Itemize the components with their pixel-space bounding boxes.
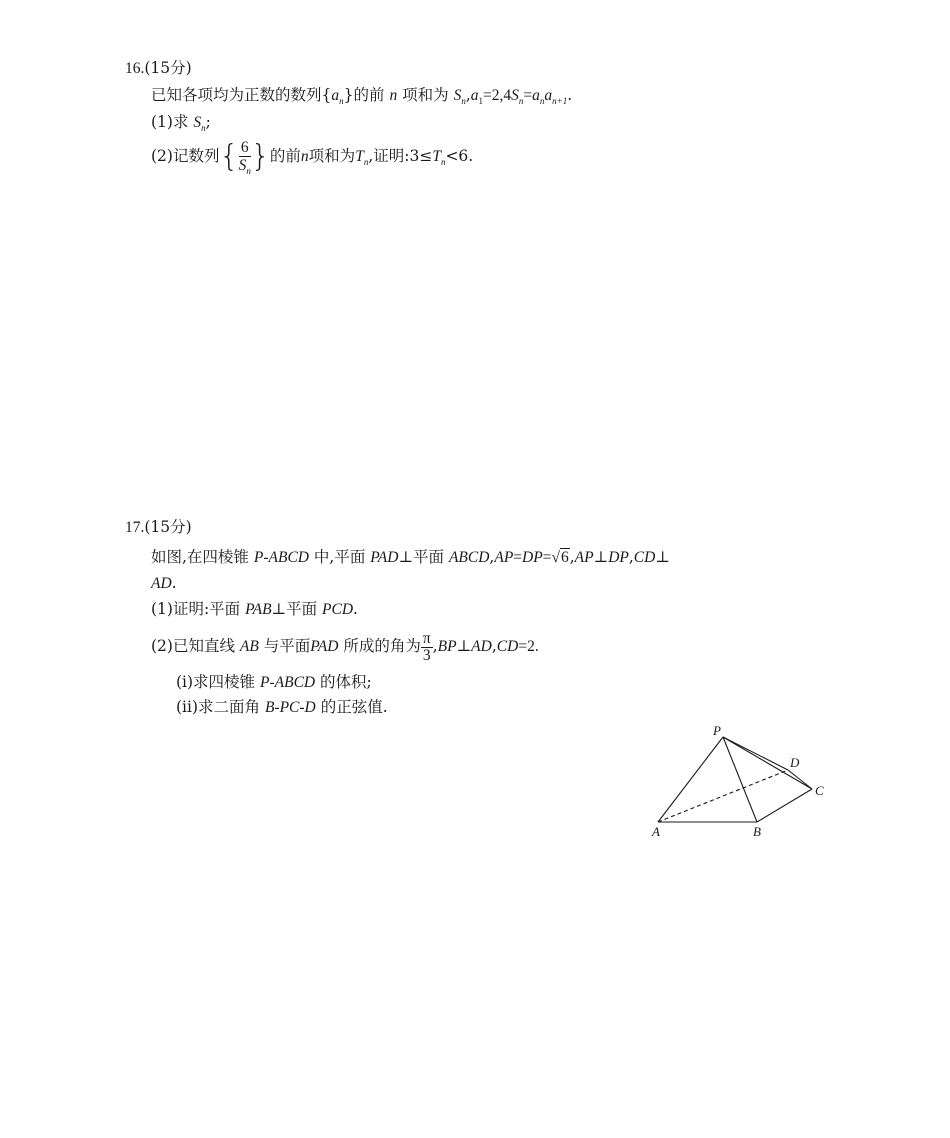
label-B: B xyxy=(753,824,761,839)
edge-DC xyxy=(788,770,812,789)
q16-stem: 已知各项均为正数的数列$\{a_n\}$的前 n 项和为 $S_n,a_1=2,4S_n=a_na_{n+1}$. xyxy=(151,86,573,107)
q17-part2: (2)已知直线 AB 与平面PAD 所成的角为 $\frac{\pi}{3}$ ,BP⊥AD,CD=2. xyxy=(151,629,539,664)
q16-part1: (1)求 $S_n$; xyxy=(151,113,211,134)
label-A: A xyxy=(652,824,660,839)
q17-stem-line2: AD. xyxy=(151,574,177,592)
q16-score: (15分) xyxy=(144,59,192,77)
sqrt-six: √6 xyxy=(551,549,569,566)
q17-stem-line1: 如图,在四棱锥 P-ABCD 中,平面 PAD⊥平面 ABCD,AP=DP=√6,AP⊥DP,CD⊥ xyxy=(151,548,670,566)
edge-PB xyxy=(723,737,757,822)
q17-sub1: (ⅰ)求四棱锥 P-ABCD 的体积; xyxy=(176,673,372,691)
q16-header xyxy=(125,58,192,79)
label-D: D xyxy=(790,755,800,770)
q16-part2: (2)记数列{ $\frac{6}{S_n}$ }的前n项和为$T_n$,证明$:3\le T_n<6$. xyxy=(151,139,474,177)
edge-BC xyxy=(757,789,812,822)
q17-header xyxy=(125,517,192,538)
label-C: C xyxy=(815,783,824,798)
label-P: P xyxy=(713,723,721,738)
q17-part1: (1)证明:平面 PAB⊥平面 PCD. xyxy=(151,600,358,618)
q16-fraction: $\frac{6}{S_n}$ xyxy=(238,139,251,177)
q17-sub2: (ⅱ)求二面角 B-PC-D 的正弦值. xyxy=(176,698,388,716)
edge-PD xyxy=(723,737,788,770)
edge-PA xyxy=(658,737,723,822)
pi-over-three: $\frac{\pi}{3}$ xyxy=(422,629,431,664)
q17-number: 17. xyxy=(125,519,145,536)
pyramid-figure xyxy=(640,720,840,845)
q16-number: 16. xyxy=(125,60,145,77)
q17-score: (15分) xyxy=(144,518,192,536)
